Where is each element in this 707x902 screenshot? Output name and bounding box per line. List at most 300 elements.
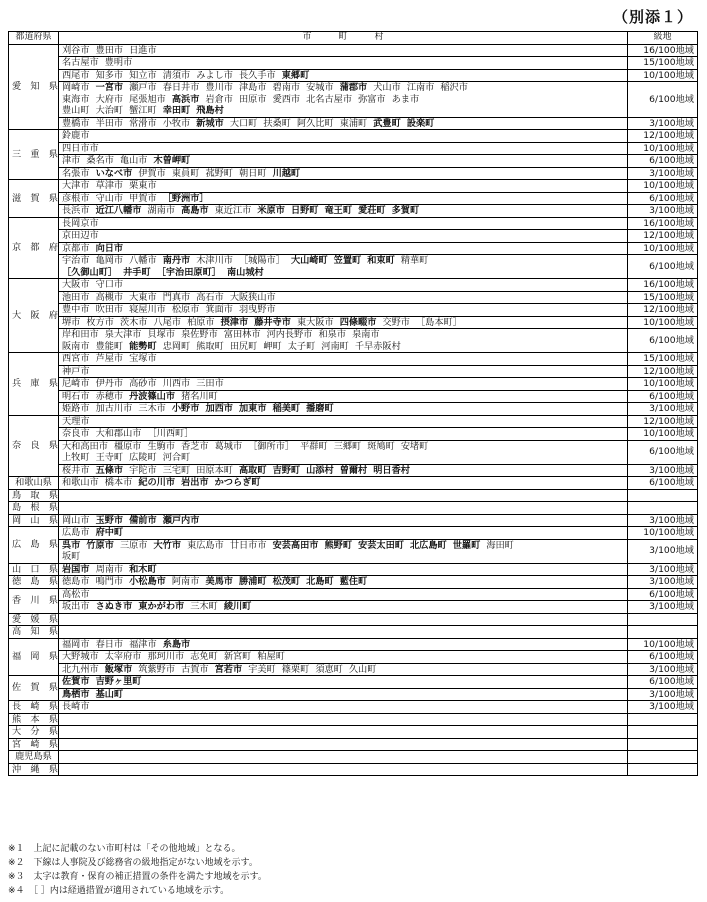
- municipality-cell: [59, 304, 628, 317]
- municipality-cell: [59, 477, 628, 490]
- municipality: 安芸高田市: [272, 539, 319, 551]
- municipality: 飯塚市: [104, 663, 133, 675]
- municipality: 知多市: [95, 69, 124, 81]
- municipality: 大阪狭山市: [229, 291, 276, 303]
- municipality-line: [62, 515, 624, 527]
- municipality: 稲美町: [272, 403, 301, 414]
- municipality-cell: [59, 180, 628, 193]
- municipality: 菰野町: [205, 167, 233, 179]
- municipality: 鳥栖市: [62, 688, 90, 700]
- municipality: 加西市: [205, 403, 233, 414]
- municipality-line: [62, 267, 624, 279]
- prefecture-cell: 三 重 県: [9, 130, 59, 180]
- municipality-cell: [59, 588, 628, 601]
- municipality-line: [62, 614, 624, 626]
- municipality: 亀岡市: [95, 255, 124, 266]
- municipality: 豊明市: [104, 57, 133, 68]
- municipality: 周南市: [95, 563, 124, 575]
- grade-cell: 6/100地域: [628, 588, 698, 601]
- municipality-line: [62, 230, 624, 242]
- municipality: 亀山市: [119, 155, 148, 166]
- municipality: 高槻市: [95, 291, 124, 303]
- municipality: 河南町: [321, 340, 349, 352]
- municipality-line: [62, 279, 624, 291]
- municipality: 常滑市: [129, 117, 157, 129]
- table-row: [9, 477, 698, 490]
- prefecture-cell: 高 知 県: [9, 626, 59, 639]
- municipality: 三宅町: [162, 464, 191, 476]
- prefecture-cell: 大 阪 府: [9, 279, 59, 353]
- municipality-cell: [59, 514, 628, 527]
- table-row: [9, 217, 698, 230]
- municipality-cell: [59, 329, 628, 353]
- table-row: [9, 489, 698, 502]
- municipality: 武豊町: [373, 117, 401, 129]
- municipality-cell: [59, 701, 628, 714]
- municipality-line: [62, 193, 624, 205]
- municipality: 吉野町: [272, 464, 301, 476]
- municipality: 守口市: [95, 279, 124, 290]
- footnote-2: ※２ 下線は人事院及び総務省の級地指定がない地域を示す。: [8, 858, 258, 868]
- municipality: 日進市: [129, 44, 157, 56]
- prefecture-cell: 和歌山県: [9, 477, 59, 490]
- municipality-line: [62, 428, 624, 440]
- grade-cell: 12/100地域: [628, 365, 698, 378]
- municipality: 清須市: [162, 69, 191, 81]
- municipality: 宇美町: [248, 663, 276, 675]
- municipality: 貝塚市: [147, 329, 176, 340]
- table-row: [9, 82, 698, 118]
- municipality: 上牧町: [62, 452, 90, 463]
- municipality-cell: [59, 69, 628, 82]
- municipality: 大山崎町: [290, 255, 328, 266]
- municipality: 半田市: [95, 117, 124, 129]
- table-row: [9, 502, 698, 515]
- municipality: 三木町: [190, 601, 218, 612]
- grade-cell: 12/100地域: [628, 230, 698, 243]
- table-row: [9, 563, 698, 576]
- municipality: 鳴門市: [95, 576, 124, 587]
- table-row: [9, 69, 698, 82]
- municipality-line: [62, 403, 624, 415]
- table-row: [9, 378, 698, 391]
- municipality: 阿久比町: [296, 117, 334, 129]
- municipality-cell: [59, 155, 628, 168]
- municipality: 湖南市: [147, 205, 176, 216]
- municipality: 茨木市: [119, 316, 148, 328]
- municipality-cell: [59, 291, 628, 304]
- municipality: 東員町: [171, 167, 200, 179]
- prefecture-cell: 佐 賀 県: [9, 676, 59, 701]
- municipality: 熊野町: [324, 539, 353, 551]
- municipality: 橿原市: [113, 440, 142, 452]
- grade-cell: 10/100地域: [628, 316, 698, 329]
- table-row: [9, 539, 698, 563]
- grade-cell: 3/100地域: [628, 464, 698, 477]
- grade-cell: 6/100地域: [628, 192, 698, 205]
- municipality: 綾川町: [223, 601, 252, 612]
- prefecture-cell: 京 都 府: [9, 217, 59, 279]
- municipality: 幸田町: [162, 105, 191, 116]
- table-body: [9, 44, 698, 776]
- municipality: 太宰府市: [104, 651, 142, 662]
- municipality: 彦根市: [62, 192, 90, 204]
- municipality: 京都市: [62, 242, 90, 254]
- table-row: [9, 390, 698, 403]
- grade-cell: 6/100地域: [628, 390, 698, 403]
- municipality-line: [62, 105, 624, 117]
- table-header-row: [9, 32, 698, 45]
- municipality: 瀬戸内市: [162, 514, 200, 526]
- municipality: 桑名市: [86, 155, 114, 166]
- municipality: 瀬戸市: [129, 82, 157, 93]
- municipality: 飛島村: [196, 105, 224, 116]
- municipality-line: [62, 416, 624, 428]
- municipality-line: [62, 551, 624, 563]
- municipality: 松原市: [171, 304, 200, 315]
- municipality: 笠置町: [333, 255, 362, 266]
- municipality: 勝浦町: [239, 576, 267, 587]
- municipality: 愛西市: [272, 93, 301, 105]
- municipality-line: [62, 218, 624, 230]
- municipality-line: [62, 626, 624, 638]
- municipality: 藤井寺市: [254, 316, 291, 328]
- grade-cell: 6/100地域: [628, 255, 698, 279]
- municipality: 呉市: [62, 539, 81, 551]
- municipality: ［宇治田原町］: [156, 266, 221, 278]
- municipality-line: [62, 143, 624, 155]
- municipality-cell: [59, 440, 628, 464]
- municipality-cell: [59, 751, 628, 764]
- municipality-cell: [59, 415, 628, 428]
- attachment-title: （別添１）: [612, 8, 693, 26]
- municipality: 北島町: [306, 576, 334, 587]
- header-municipality: 市 町 村: [59, 32, 628, 45]
- municipality-line: [62, 726, 624, 738]
- municipality-line: [62, 118, 624, 130]
- municipality: 安芸太田町: [358, 539, 404, 551]
- grade-cell: 10/100地域: [628, 378, 698, 391]
- municipality-line: [62, 601, 624, 613]
- municipality: 神戸市: [62, 365, 90, 377]
- municipality: 香芝市: [181, 440, 209, 452]
- municipality-cell: [59, 316, 628, 329]
- grade-cell: 6/100地域: [628, 676, 698, 689]
- municipality: 芦屋市: [95, 353, 124, 364]
- table-row: [9, 726, 698, 739]
- municipality-line: [62, 465, 624, 477]
- municipality: 碧南市: [272, 82, 301, 93]
- municipality: 東かがわ市: [138, 601, 185, 612]
- municipality: 東海市: [62, 93, 90, 105]
- municipality: 甲賀市: [129, 192, 157, 204]
- municipality: 池田市: [62, 291, 90, 303]
- table-row: [9, 279, 698, 292]
- municipality: 木津川市: [196, 255, 233, 266]
- grade-cell: 6/100地域: [628, 82, 698, 118]
- municipality: 広陵町: [129, 452, 157, 463]
- municipality: 徳島市: [62, 576, 90, 587]
- municipality: ［川西町］: [147, 428, 194, 439]
- footnotes: [8, 842, 267, 898]
- municipality: 設楽町: [406, 117, 435, 129]
- municipality: 大阪市: [62, 279, 90, 290]
- municipality: 篠栗町: [281, 663, 310, 675]
- prefecture-cell: 鹿児島県: [9, 751, 59, 764]
- municipality: 基山町: [95, 688, 124, 700]
- municipality: 能勢町: [129, 340, 157, 352]
- municipality-line: [62, 57, 624, 69]
- municipality-line: [62, 714, 624, 726]
- municipality: 門真市: [162, 291, 191, 303]
- prefecture-cell: 山 口 県: [9, 563, 59, 576]
- municipality-cell: [59, 378, 628, 391]
- grade-cell: 10/100地域: [628, 69, 698, 82]
- municipality: 橋本市: [104, 477, 133, 488]
- municipality-line: [62, 564, 624, 576]
- municipality: 寝屋川市: [129, 304, 166, 315]
- municipality-cell: [59, 539, 628, 563]
- municipality: 北広島町: [410, 539, 447, 551]
- municipality-line: [62, 477, 624, 489]
- municipality: 豊橋市: [62, 117, 90, 129]
- municipality-line: [62, 317, 624, 329]
- prefecture-cell: 島 根 県: [9, 502, 59, 515]
- municipality: 桜井市: [62, 464, 90, 476]
- municipality: 泉佐野市: [181, 329, 218, 340]
- grade-cell: 15/100地域: [628, 57, 698, 70]
- municipality-line: [62, 651, 624, 663]
- table-row: [9, 638, 698, 651]
- municipality: 粕屋町: [257, 651, 285, 662]
- municipality-cell: [59, 44, 628, 57]
- table-row: [9, 316, 698, 329]
- municipality: 小牧市: [162, 117, 191, 129]
- municipality: 伊賀市: [138, 167, 166, 179]
- municipality-cell: [59, 638, 628, 651]
- grade-cell: 10/100地域: [628, 638, 698, 651]
- municipality-cell: [59, 242, 628, 255]
- table-row: [9, 626, 698, 639]
- municipality: 尾張旭市: [129, 93, 166, 105]
- prefecture-cell: 香 川 県: [9, 588, 59, 613]
- municipality: 岩倉市: [205, 93, 233, 105]
- municipality-line: [62, 589, 624, 601]
- municipality: 三木市: [138, 403, 166, 414]
- municipality: 岬町: [263, 340, 282, 352]
- municipality: 長崎市: [62, 701, 90, 712]
- grade-cell: 12/100地域: [628, 130, 698, 143]
- municipality-line: [62, 243, 624, 255]
- table-row: [9, 255, 698, 279]
- grade-cell: [628, 751, 698, 764]
- table-row: [9, 403, 698, 416]
- municipality: 岸和田市: [62, 329, 99, 340]
- municipality: 岡山市: [62, 514, 90, 526]
- grade-cell: 3/100地域: [628, 576, 698, 589]
- municipality: 北名古屋市: [306, 93, 353, 105]
- table-row: [9, 130, 698, 143]
- grade-cell: [628, 626, 698, 639]
- municipality-cell: [59, 390, 628, 403]
- municipality-line: [62, 45, 624, 57]
- municipality-line: [62, 764, 624, 776]
- municipality: 東郷町: [281, 69, 310, 81]
- municipality: 須恵町: [315, 663, 343, 675]
- municipality: 和木町: [129, 563, 157, 575]
- grade-cell: 6/100地域: [628, 329, 698, 353]
- footnote-1: ※１ 上記に記載のない市町村は「その他地域」となる。: [8, 844, 241, 854]
- municipality-line: [62, 576, 624, 588]
- municipality: 阪南市: [62, 340, 90, 352]
- municipality: 竹原市: [86, 539, 114, 551]
- municipality-line: [62, 441, 624, 453]
- municipality-line: [62, 255, 624, 267]
- prefecture-cell: 愛 媛 県: [9, 613, 59, 626]
- municipality: 長浜市: [62, 205, 90, 216]
- municipality-cell: [59, 676, 628, 689]
- prefecture-cell: 愛 知 県: [9, 44, 59, 130]
- municipality: 弥富市: [358, 93, 386, 105]
- municipality: 枚方市: [86, 316, 114, 328]
- municipality-line: [62, 639, 624, 651]
- municipality-line: [62, 701, 624, 713]
- municipality: 古賀市: [181, 663, 209, 675]
- prefecture-cell: 大 分 県: [9, 726, 59, 739]
- municipality: 愛荘町: [358, 205, 386, 216]
- municipality: 交野市: [382, 316, 410, 328]
- municipality-cell: [59, 57, 628, 70]
- table-row: [9, 601, 698, 614]
- municipality-line: [62, 329, 624, 341]
- municipality-cell: [59, 117, 628, 130]
- municipality: 松茂町: [272, 576, 301, 587]
- municipality: 大府市: [95, 93, 124, 105]
- municipality: 播磨町: [306, 403, 334, 414]
- regional-grade-table: [8, 31, 698, 776]
- grade-cell: 10/100地域: [628, 242, 698, 255]
- municipality: ［御所市］: [248, 440, 295, 452]
- table-row: [9, 205, 698, 218]
- municipality: 佐賀市: [62, 676, 90, 687]
- municipality: 和泉市: [318, 329, 347, 340]
- table-row: [9, 514, 698, 527]
- grade-cell: 16/100地域: [628, 217, 698, 230]
- municipality: かつらぎ町: [214, 477, 261, 488]
- municipality: 宇陀市: [129, 464, 157, 476]
- municipality: 小野市: [171, 403, 200, 414]
- municipality: 奈良市: [62, 428, 90, 439]
- municipality: 大治町: [95, 105, 124, 116]
- municipality: 川西市: [162, 378, 191, 389]
- municipality: 加東市: [239, 403, 267, 414]
- grade-cell: [628, 489, 698, 502]
- municipality: 和束町: [367, 255, 395, 266]
- municipality: 春日市: [95, 638, 124, 650]
- municipality: 井手町: [123, 266, 151, 278]
- municipality: 高石市: [196, 291, 224, 303]
- municipality: 玉野市: [95, 514, 124, 526]
- table-row: [9, 651, 698, 664]
- municipality: 長岡京市: [62, 217, 99, 229]
- municipality: 日野町: [290, 205, 319, 216]
- municipality: 近江八幡市: [95, 205, 142, 216]
- municipality: 草津市: [95, 180, 124, 191]
- municipality-line: [62, 341, 624, 353]
- municipality: 多賀町: [391, 205, 420, 216]
- municipality: 豊山町: [62, 105, 90, 116]
- municipality: 東浦町: [339, 117, 368, 129]
- municipality-line: [62, 739, 624, 751]
- municipality: 大竹市: [153, 539, 182, 551]
- municipality-cell: [59, 726, 628, 739]
- municipality: 備前市: [129, 514, 157, 526]
- municipality: 山添村: [306, 464, 334, 476]
- municipality: 蟹江町: [129, 105, 157, 116]
- municipality-cell: [59, 142, 628, 155]
- municipality: 北九州市: [62, 663, 99, 675]
- municipality: 坂町: [62, 551, 81, 562]
- municipality: ［島本町］: [416, 316, 462, 328]
- municipality: 箕面市: [205, 304, 233, 315]
- municipality: 加古川市: [95, 403, 133, 414]
- municipality: 富田林市: [223, 329, 261, 340]
- municipality: 四日市市: [62, 142, 99, 154]
- prefecture-cell: 福 岡 県: [9, 638, 59, 676]
- municipality-cell: [59, 167, 628, 180]
- grade-cell: 15/100地域: [628, 353, 698, 366]
- municipality-cell: [59, 563, 628, 576]
- grade-cell: 16/100地域: [628, 279, 698, 292]
- municipality: 柏原市: [187, 316, 215, 328]
- municipality: 福岡市: [62, 638, 90, 650]
- municipality: 三原市: [119, 539, 148, 551]
- grade-cell: 3/100地域: [628, 701, 698, 714]
- table-row: [9, 167, 698, 180]
- municipality-line: [62, 502, 624, 514]
- grade-cell: [628, 726, 698, 739]
- municipality: 西尾市: [62, 69, 90, 81]
- municipality-line: [62, 527, 624, 539]
- municipality: 天理市: [62, 415, 90, 427]
- municipality-cell: [59, 651, 628, 664]
- municipality: 糸島市: [162, 638, 191, 650]
- grade-cell: 3/100地域: [628, 403, 698, 416]
- municipality-line: [62, 751, 624, 763]
- municipality: 刈谷市: [62, 44, 90, 56]
- municipality: 大和郡山市: [95, 428, 142, 439]
- table-row: [9, 751, 698, 764]
- grade-cell: 3/100地域: [628, 601, 698, 614]
- municipality-cell: [59, 663, 628, 676]
- municipality: 豊川市: [205, 82, 233, 93]
- municipality: 守山市: [95, 192, 124, 204]
- municipality: 高取町: [239, 464, 267, 476]
- municipality-line: [62, 155, 624, 167]
- municipality: 犬山市: [373, 82, 401, 93]
- municipality-cell: [59, 255, 628, 279]
- municipality: 明日香村: [373, 464, 410, 476]
- municipality: 田原市: [239, 93, 267, 105]
- prefecture-cell: 宮 崎 県: [9, 738, 59, 751]
- grade-cell: [628, 713, 698, 726]
- municipality-cell: [59, 713, 628, 726]
- municipality: 曽爾村: [339, 464, 368, 476]
- municipality: 豊中市: [62, 304, 90, 315]
- municipality: 明石市: [62, 390, 90, 402]
- municipality-cell: [59, 763, 628, 776]
- table-row: [9, 142, 698, 155]
